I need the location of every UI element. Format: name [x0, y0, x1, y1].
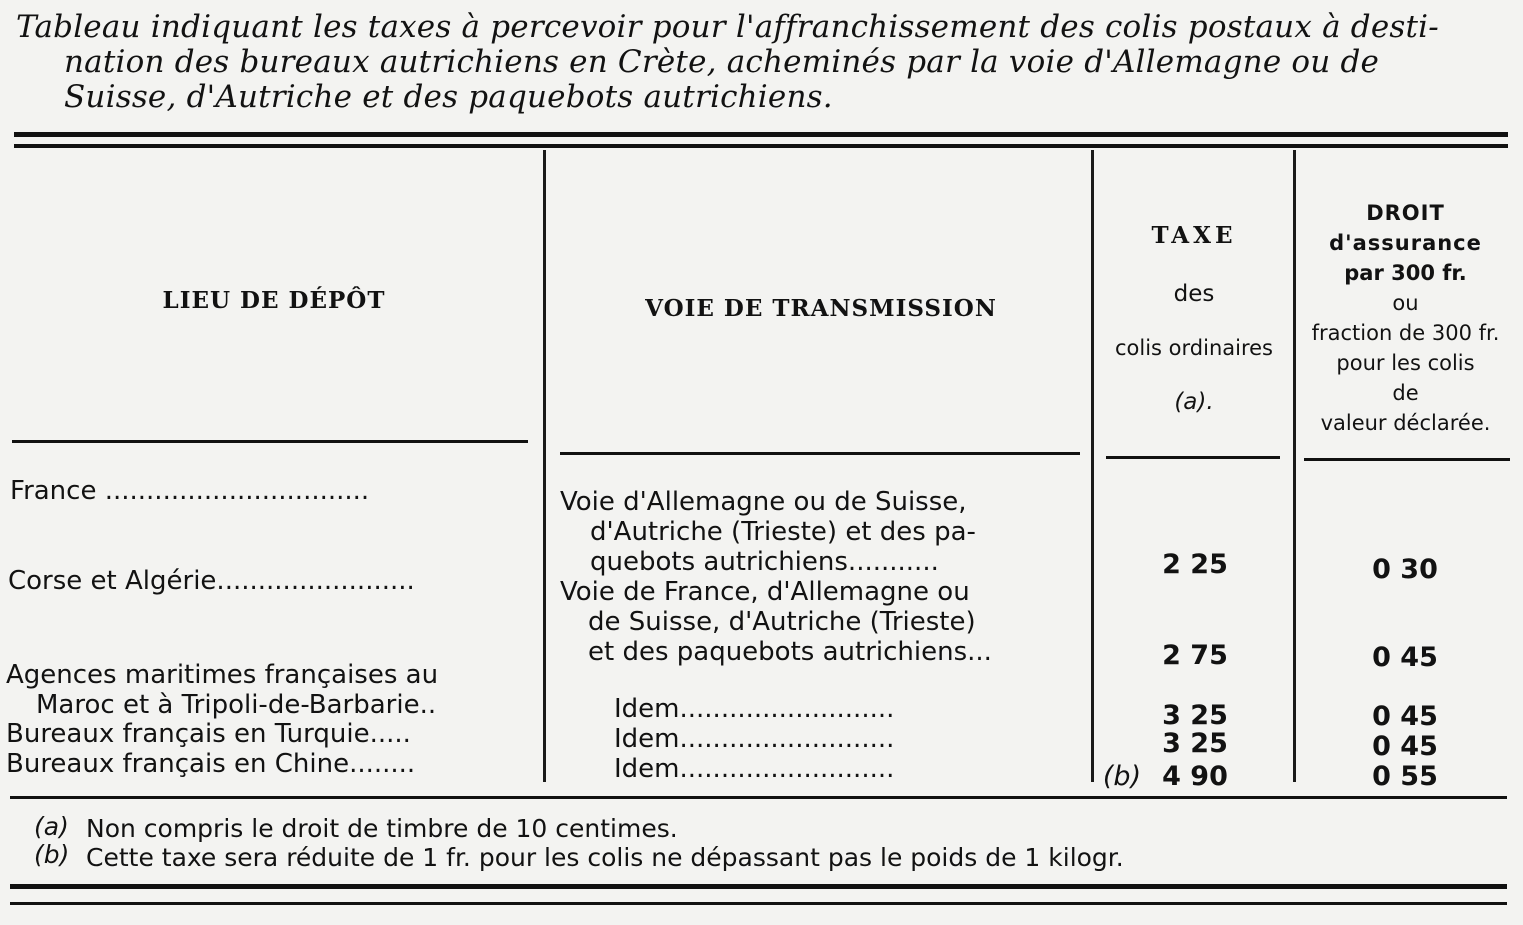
row-turquie-droit: 0 45 — [1372, 731, 1438, 762]
row-corse-voie-line-1: Voie de France, d'Allemagne ou — [560, 577, 970, 607]
header-underline-voie — [560, 452, 1080, 455]
header-underline-taxe — [1106, 456, 1280, 459]
row-agences-droit: 0 45 — [1372, 701, 1438, 732]
table-caption — [16, 10, 1511, 115]
header-droit-line-3: par 300 fr. — [1344, 261, 1467, 285]
row-corse-droit: 0 45 — [1372, 642, 1438, 673]
row-agences-lieu-line-2: Maroc et à Tripoli-de-Barbarie.. — [36, 690, 437, 720]
footnote-a-text: Non compris le droit de timbre de 10 centimes. — [86, 814, 678, 843]
row-corse-taxe: 2 75 — [1162, 640, 1228, 671]
header-underline-lieu — [12, 440, 528, 443]
row-france-droit: 0 30 — [1372, 554, 1438, 585]
header-droit — [1298, 198, 1513, 438]
row-chine-taxe: 4 90 — [1162, 761, 1228, 792]
header-lieu-de-depot: LIEU DE DÉPÔT — [162, 287, 386, 314]
row-chine-voie: Idem.......................... — [614, 754, 895, 784]
footnote-a-marker: (a) — [34, 812, 69, 841]
row-corse-voie-line-3: et des paquebots autrichiens... — [588, 637, 992, 667]
header-droit-line-1: DROIT — [1366, 201, 1445, 225]
header-voie-de-transmission: VOIE DE TRANSMISSION — [645, 295, 997, 322]
table-bottom-rule — [10, 796, 1507, 799]
caption-line-2: nation des bureaux autrichiens en Crète, acheminés par la voie d'Allemagne ou de — [64, 44, 1380, 80]
row-agences-voie: Idem.......................... — [614, 694, 895, 724]
column-divider-2 — [1091, 150, 1094, 782]
header-droit-line-2: d'assurance — [1329, 231, 1482, 255]
row-france-taxe: 2 25 — [1162, 549, 1228, 580]
header-taxe — [1098, 222, 1290, 416]
header-taxe-line-2: des — [1173, 281, 1215, 307]
header-droit-line-6: pour les colis — [1336, 351, 1475, 375]
row-chine-lieu: Bureaux français en Chine........ — [6, 749, 416, 779]
header-taxe-line-1: TAXE — [1151, 222, 1237, 249]
header-droit-line-8: valeur déclarée. — [1320, 411, 1491, 435]
header-droit-line-7: de — [1392, 381, 1419, 405]
row-turquie-lieu: Bureaux français en Turquie..... — [6, 719, 411, 749]
bottom-rule-thin — [10, 902, 1507, 905]
top-rule-thick — [14, 132, 1508, 137]
bottom-rule-thick — [10, 884, 1507, 889]
row-chine-footnote-marker: (b) — [1102, 761, 1142, 792]
caption-line-3: Suisse, d'Autriche et des paquebots autrichiens. — [64, 79, 833, 115]
row-france-voie-line-1: Voie d'Allemagne ou de Suisse, — [560, 487, 967, 517]
row-france-voie-line-3: quebots autrichiens........... — [590, 547, 939, 577]
row-chine-droit: 0 55 — [1372, 761, 1438, 792]
row-agences-taxe: 3 25 — [1162, 700, 1228, 731]
header-droit-line-4: ou — [1392, 291, 1419, 315]
top-rule-thin — [14, 144, 1508, 148]
row-france-lieu: France ................................ — [10, 476, 370, 506]
header-taxe-line-3: colis ordinaires — [1114, 336, 1273, 360]
header-underline-droit — [1304, 458, 1510, 461]
row-agences-lieu-line-1: Agences maritimes françaises au — [6, 660, 439, 690]
row-france-voie-line-2: d'Autriche (Trieste) et des pa- — [590, 517, 976, 547]
header-taxe-line-4: (a). — [1174, 389, 1214, 415]
row-corse-lieu: Corse et Algérie........................ — [8, 566, 415, 596]
footnote-b-marker: (b) — [34, 840, 70, 869]
column-divider-1 — [543, 150, 546, 782]
caption-line-1: Tableau indiquant les taxes à percevoir pour l'affranchissement des colis postaux à desti- — [16, 9, 1439, 45]
row-corse-voie-line-2: de Suisse, d'Autriche (Trieste) — [588, 607, 976, 637]
header-droit-line-5: fraction de 300 fr. — [1311, 321, 1500, 345]
row-turquie-voie: Idem.......................... — [614, 724, 895, 754]
column-divider-3 — [1293, 150, 1296, 782]
footnote-b-text: Cette taxe sera réduite de 1 fr. pour les colis ne dépassant pas le poids de 1 kilogr. — [86, 843, 1124, 872]
row-turquie-taxe: 3 25 — [1162, 728, 1228, 759]
